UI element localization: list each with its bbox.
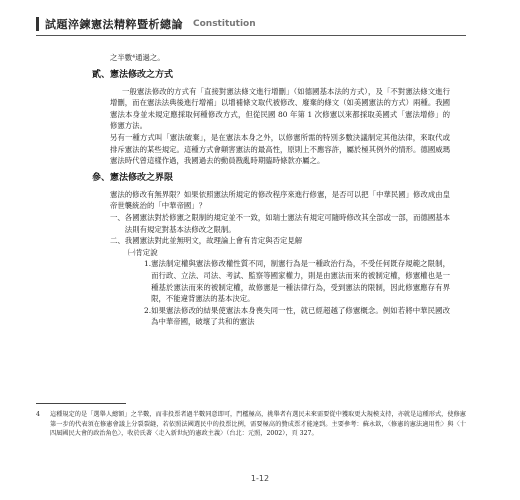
page-body bbox=[92, 52, 450, 328]
continuation-line: 之半數⁴通過之。 bbox=[110, 53, 165, 62]
sub-item-number: ㈠ bbox=[128, 247, 136, 257]
list-item bbox=[110, 212, 450, 235]
running-header bbox=[36, 14, 486, 34]
numbered-item-text: 如果憲法修改的結果使憲法本身喪失同一性，就已經超越了修憲概念。例如若將中華民國改為中華帝國，破壞了共和的憲法 bbox=[151, 305, 450, 327]
paragraph: 憲法的修改有無界限？如果依照憲法所規定的修改程序來進行修憲，是否可以把「中華民國」修改成由皇帝世襲統治的「中華帝國」？ bbox=[110, 189, 450, 211]
header-mark bbox=[36, 17, 39, 31]
footnote bbox=[36, 410, 466, 439]
list-item-text: 我國憲法對此並無明文，故理論上會有肯定與否定見解 bbox=[124, 236, 303, 246]
numbered-item-number: 2. bbox=[144, 305, 152, 315]
list-item-number: 一、 bbox=[110, 212, 125, 222]
numbered-item bbox=[144, 305, 450, 328]
paragraph: 另有一種方式叫「憲法破棄」，是在憲法本身之外，以修憲所需的特別多數決議制定其他法律，來取代或排斥憲法的某些規定。這種方式會顛害憲法的最高性，原則上不應容許，屬於極其例外的情形。德國威瑪憲法時代曾這樣作過，我國過去的動員戡亂時期臨時條款亦屬之。 bbox=[110, 132, 450, 166]
list-item-text: 各國憲法對於修憲之限制的規定並不一致，如瑞士憲法有規定可隨時修改其全部或一部，而德國基本法則有規定對基本法修改之限制。 bbox=[124, 212, 450, 234]
numbered-item bbox=[144, 258, 450, 304]
footnote-number: 4 bbox=[36, 411, 40, 418]
section-heading-2: 貳、憲法修改之方式 bbox=[92, 69, 174, 80]
footnote-rule bbox=[36, 403, 126, 404]
footnote-text: 這種規定的是「選舉人總額」之半數，而非投票者過半數同意即可，門檻極高，挑舉者有選民未來需要從中獲取更大規模支持，亦就是這種形式，使修憲第一步的代表須在修憲會議上分裂裂縫，若依照法國選民中的投票比例，需要極高的贊成票才能達到。主要參考：蘇永欽，〈修憲的憲法適用性〉與〈十四屆國民大會的政治角色〉，收於氏著〈走入新世紀的憲政主義〉（台北：元照，2002），頁 327。 bbox=[49, 411, 466, 438]
sub-list-item bbox=[128, 247, 450, 259]
sub-item-text: 肯定說 bbox=[135, 247, 158, 257]
section-heading-3: 參、憲法修改之界限 bbox=[92, 172, 174, 183]
header-title: 試題淬鍊憲法精粹暨析總論 bbox=[45, 18, 183, 31]
numbered-item-number: 1. bbox=[144, 259, 152, 269]
header-subtitle: Constitution bbox=[193, 19, 256, 29]
list-item-number: 二、 bbox=[110, 236, 125, 246]
numbered-item-text: 憲法制定權與憲法修改權性質不同，制憲行為是一種政治行為，不受任何既存規範之限制，而行政、立法、司法、考試、監察等國家權力，則是由憲法而來的被制定權，修憲權也是一種基於憲法而來的被制定權，故修憲是一種法律行為，受到憲法的限制，因此修憲應存有界限，不能違背憲法的基本決定。 bbox=[151, 259, 450, 304]
header-rule bbox=[36, 35, 466, 36]
paragraph: 一般憲法修改的方式有「直接對憲法條文進行增刪」（如德國基本法的方式），及「不對憲法條文進行增刪，而在憲法法典後進行增補」以增補條文取代被修改、廢棄的條文（如美國憲法的方式）兩種。我國憲法本身並未規定應採取何種修改方式，但從民國 80 年第 1 次修憲以來都採取美國式「憲法增修」的修憲方法。 bbox=[110, 86, 450, 131]
page-number: 1-12 bbox=[250, 474, 270, 483]
list-item bbox=[110, 235, 450, 247]
